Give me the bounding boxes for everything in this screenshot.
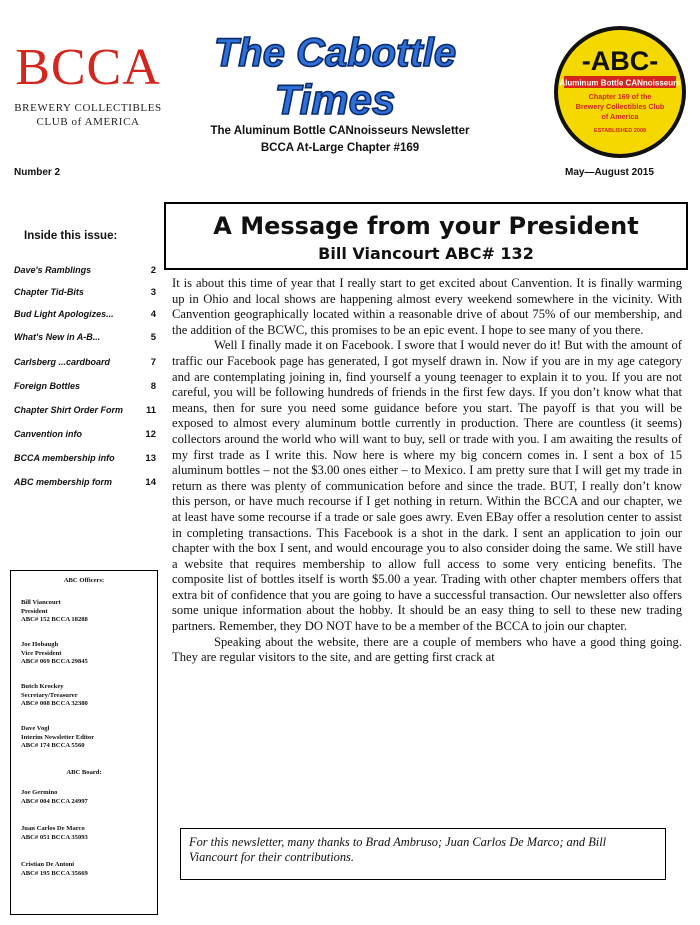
toc-item[interactable] [14, 381, 156, 403]
toc-item-page: 4 [150, 309, 156, 320]
officer-entry [21, 641, 88, 667]
toc-item-label: Bud Light Apologizes... [14, 309, 114, 319]
toc-item-page: 11 [145, 405, 156, 416]
board-member-ids: ABC# 051 BCCA 35093 [21, 833, 88, 841]
officer-title: Vice President [21, 649, 62, 657]
toc-item-page: 13 [145, 453, 156, 464]
masthead-line2: Times [274, 76, 396, 122]
officer-title: Interim Newsletter Editor [21, 733, 95, 741]
bcca-logo-letters: BCCA [15, 39, 161, 96]
toc-item-label: ABC membership form [14, 477, 113, 487]
abc-logo-sub3: of America [601, 112, 639, 121]
board-entry [21, 861, 88, 878]
toc-item-label: Chapter Shirt Order Form [14, 405, 124, 415]
toc-item[interactable] [14, 309, 156, 331]
board-member-name: Juan Carlos De Marco [21, 825, 85, 832]
thanks-box: For this newsletter, many thanks to Brad Ambruso; Juan Carlos De Marco; and Bill Viancourt for their contributions. [180, 828, 666, 880]
board-member-name: Joe Germino [21, 789, 58, 796]
officer-ids: ABC# 152 BCCA 18288 [21, 616, 88, 624]
toc-item-label: Chapter Tid-Bits [14, 287, 84, 297]
officer-title: Secretary/Treasurer [21, 691, 78, 699]
toc-item-label: Foreign Bottles [14, 381, 81, 391]
board-entry [21, 789, 88, 806]
toc-item-label: BCCA membership info [14, 453, 115, 463]
toc-item-page: 5 [150, 332, 156, 343]
masthead-logo [205, 22, 465, 122]
abc-logo-sub1: Chapter 169 of the [588, 92, 652, 101]
chapter-title: BCCA At-Large Chapter #169 [260, 142, 420, 154]
toc-item-page: 14 [145, 477, 156, 488]
toc-heading: Inside this issue: [24, 230, 118, 242]
officers-heading: ABC Officers: [63, 577, 105, 584]
toc-item[interactable] [14, 357, 156, 379]
abc-chapter-logo [552, 24, 688, 160]
toc-item[interactable] [14, 332, 156, 354]
toc-item-page: 8 [150, 381, 156, 392]
board-entry [21, 825, 88, 842]
abc-logo-ring-text: Aluminum Bottle CANnoisseurs [559, 78, 681, 88]
officer-name: Joe Hobaugh [21, 641, 59, 648]
officer-ids: ABC# 008 BCCA 32380 [21, 700, 88, 708]
newsletter-title: The Aluminum Bottle CANnoisseurs Newsletter [210, 125, 470, 137]
abc-logo-letters: -ABC- [581, 46, 659, 76]
issue-number: Number 2 [14, 167, 61, 178]
toc-item-page: 12 [145, 429, 156, 440]
article-paragraph: Speaking about the website, there are a couple of members who have a good thing going. They are regular visitors to the site, and are getting first crack at [172, 634, 682, 665]
toc-item-label: Dave's Ramblings [14, 265, 92, 275]
toc-item[interactable] [14, 429, 156, 451]
officer-name: Butch Krockey [21, 683, 64, 690]
article-headline: A Message from your President [213, 212, 639, 240]
board-member-ids: ABC# 004 BCCA 24997 [21, 797, 88, 805]
toc-item-page: 2 [150, 265, 156, 276]
board-member-name: Cristian De Antoni [21, 861, 75, 868]
officer-entry [21, 599, 88, 625]
bcca-logo-line2: CLUB of AMERICA [36, 116, 140, 128]
bcca-logo [12, 40, 164, 140]
toc-item-label: Canvention info [14, 429, 82, 439]
officer-ids: ABC# 069 BCCA 29845 [21, 658, 88, 666]
masthead-line1: The Cabottle [213, 31, 457, 75]
toc-item[interactable] [14, 287, 156, 309]
article-body [172, 276, 682, 666]
officer-entry [21, 725, 94, 751]
article-subheadline: Bill Viancourt ABC# 132 [318, 244, 534, 263]
officer-name: Dave Vogl [21, 725, 50, 732]
bcca-logo-line1: BREWERY COLLECTIBLES [14, 102, 162, 114]
toc-item[interactable] [14, 453, 156, 475]
issue-date: May—August 2015 [565, 167, 654, 178]
article-paragraph: Well I finally made it on Facebook. I swore that I would never do it! But with the amount of traffic our Facebook page has generated, I got myself drawn in. Now if you are in my age category and are contemplating joining in, find yourself a young teenager to explain it to you. If you are not careful, you will be following hundreds of friends in the first few days. If you don’t know what that means, then for sure you need some guidance before you start. The payoff is that you will be exposed to almost every aluminum bottle currently in production. There are countless (it seems) collectors around the world who will want to buy, sell or trade with you. I am awaiting the results of my first trade as I write this. Now here is where my big concern comes in. I sent a box of 15 aluminum bottles – not the $3.00 ones either – to Mexico. I am pretty sure that I will get my trade in return as there was plenty of communication before and since the trade. BUT, I really don’t know this person, or have much recourse if I get nothing in return. Within the BCCA and our chapter, we at least have some recourse if a trade or sale goes awry. Even EBay offer a resolution center to assist in completing transactions. This Facebook is a shot in the dark. I sent an application to join our chapter with the box I sent, and would encourage you to also consider doing the same. We still have a website that requires membership to allow full access to some very enticing benefits. The composite list of bottles itself is worth $5.00 a year. Trading with other chapter members offers that extra bit of confidence that you are going to have a successful transaction. Our newsletter also offers some unique information about the hobby. It should be an easy thing to sell to these new trading partners. Remember, they DO NOT have to be a member of the BCCA to join our chapter. [172, 338, 682, 634]
officers-box [10, 570, 158, 915]
headline-box [164, 202, 688, 270]
toc-item-page: 3 [150, 287, 156, 298]
toc-item-page: 7 [150, 357, 156, 368]
article-paragraph: It is about this time of year that I really start to get excited about Canvention. It is finally warming up in Ohio and local shows are happening almost every weekend somewhere in the vicinity. With Canvention geographically located within a reasonable drive of about 75% of our membership, and the addition of the BCWC, this promises to be an epic event. I hope to see many of you there. [172, 276, 682, 337]
officer-name: Bill Viancourt [21, 599, 61, 606]
abc-logo-sub4: ESTABLISHED 2008 [593, 128, 647, 134]
officer-title: President [21, 607, 48, 615]
toc-item[interactable] [14, 265, 156, 287]
toc-item-label: Carlsberg ...cardboard [14, 357, 111, 367]
toc-item[interactable] [14, 405, 156, 427]
officer-ids: ABC# 174 BCCA 5560 [21, 742, 85, 750]
abc-logo-sub2: Brewery Collectibles Club [575, 102, 665, 111]
board-heading: ABC Board: [66, 769, 102, 776]
toc-item-label: What's New in A-B... [14, 332, 101, 342]
officer-entry [21, 683, 88, 709]
toc-item[interactable] [14, 477, 156, 499]
board-member-ids: ABC# 195 BCCA 35669 [21, 869, 88, 877]
